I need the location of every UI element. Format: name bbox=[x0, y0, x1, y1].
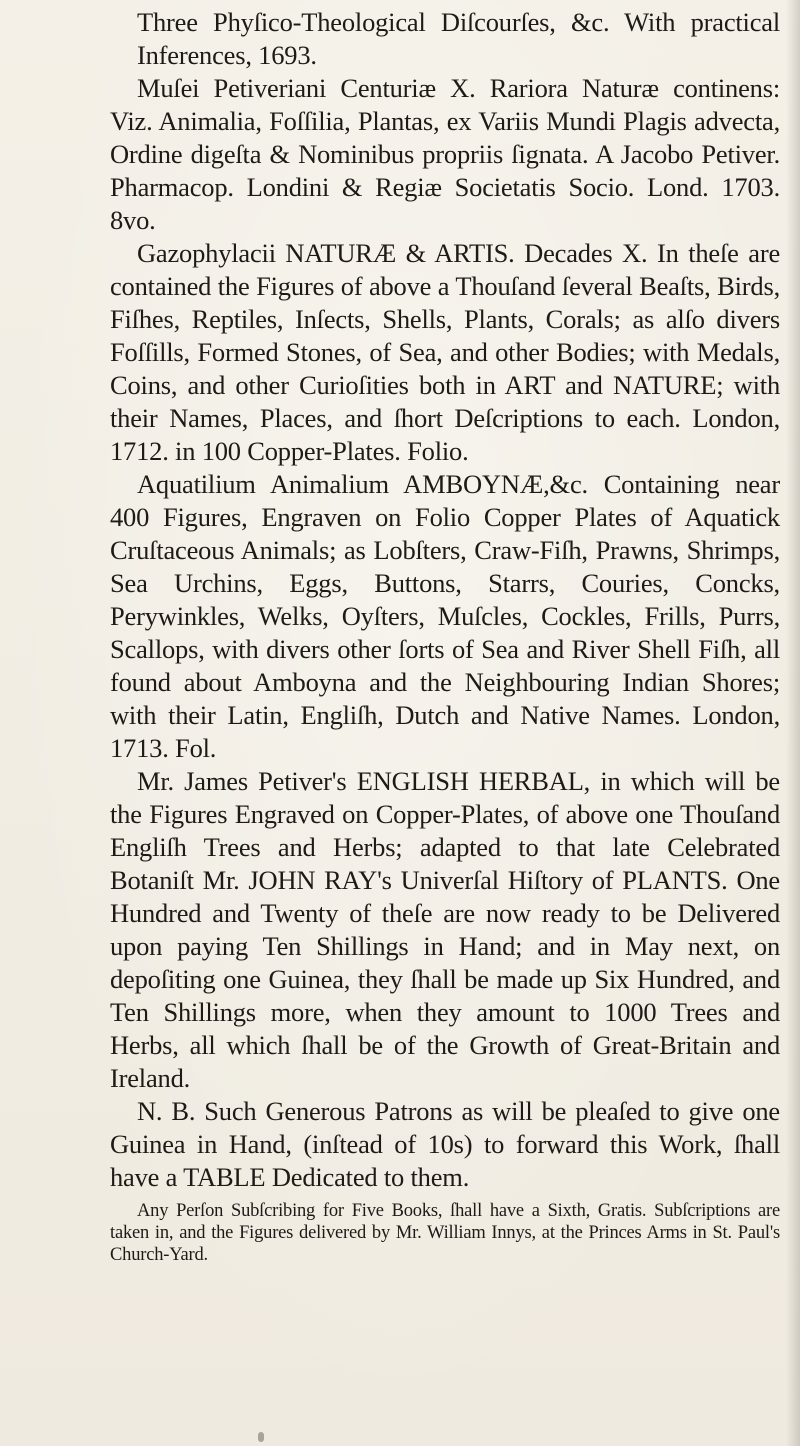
ink-mark bbox=[258, 1432, 264, 1442]
entry-aquatilium-animalium: Aquatilium Animalium AMBOYNÆ,&c. Containing near 400 Figures, Engraven on Folio Copper Plates of Aquatick Cruſtaceous Animals; as Lobſters, Craw-Fiſh, Prawns, Shrimps, Sea Urchins, Eggs, Buttons, Starrs, Couries, Concks, Perywinkles, Welks, Oyſters, Muſcles, Cockles, Frills, Purrs, Scallops, with divers other ſorts of Sea and River Shell Fiſh, all found about Amboyna and the Neighbouring Indian Shores; with their Latin, Engliſh, Dutch and Native Names. London, 1713. Fol. bbox=[110, 469, 780, 763]
page-edge-shadow bbox=[786, 0, 800, 1446]
entry-english-herbal: Mr. James Petiver's ENGLISH HERBAL, in which will be the Figures Engraved on Copper-Plates, of above one Thouſand Engliſh Trees and Herbs; adapted to that late Celebrated Botaniſt Mr. JOHN RAY's Univerſal Hiſtory of PLANTS. One Hundred and Twenty of theſe are now ready to be Delivered upon paying Ten Shillings in Hand; and in May next, on depoſiting one Guinea, they ſhall be made up Six Hundred, and Ten Shillings more, when they amount to 1000 Trees and Herbs, all which ſhall be of the Growth of Great-Britain and Ireland. bbox=[110, 766, 780, 1093]
entry-musei-petiveriani: Muſei Petiveriani Centuriæ X. Rariora Naturæ continens: Viz. Animalia, Foſſilia, Plantas, ex Variis Mundi Plagis advecta, Ordine digeſta & Nominibus propriis ſignata. A Jacobo Petiver. Pharmacop. Londini & Regiæ Societatis Socio. Lond. 1703. 8vo. bbox=[110, 73, 780, 235]
entry-gazophylacii: Gazophylacii NATURÆ & ARTIS. Decades X. In theſe are contained the Figures of above a Thouſand ſeveral Beaſts, Birds, Fiſhes, Reptiles, Inſects, Shells, Plants, Corals; as alſo divers Foſſills, Formed Stones, of Sea, and other Bodies; with Medals, Coins, and other Curioſities both in ART and NATURE; with their Names, Places, and ſhort Deſcriptions to each. London, 1712. in 100 Copper-Plates. Folio. bbox=[110, 238, 780, 466]
entry-physico-theological-discourses: Three Phyſico-Theological Diſcourſes, &c. With practical Inferences, 1693. bbox=[137, 7, 780, 70]
nota-bene-paragraph: N. B. Such Generous Patrons as will be pleaſed to give one Guinea in Hand, (inſtead of 10s) to forward this Work, ſhall have a TABLE Dedicated to them. bbox=[110, 1096, 780, 1192]
subscription-footnote: Any Perſon Subſcribing for Five Books, ſhall have a Sixth, Gratis. Subſcriptions are taken in, and the Figures delivered by Mr. William Innys, at the Princes Arms in St. Paul's Church-Yard. bbox=[110, 1201, 780, 1265]
advertisement-text bbox=[110, 6, 780, 1266]
